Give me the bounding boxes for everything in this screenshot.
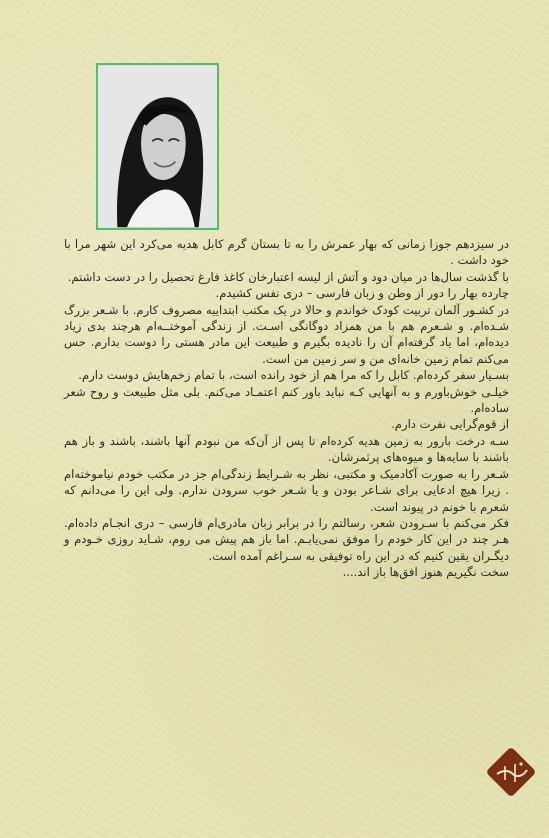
paragraph: سـه درخت بارور به زمین هدیه کرده‌ام تا پس از آن‌که من نبودم آنها باشند، باشند و باز هم باشند با سایه‌ها و میوه‌های پرثمرشان. [64,433,509,465]
paragraph: بسـیار سفر کرده‌ام. کابل را که مرا هم از خود رانده است، با تمام زخم‌هایش دوست دارم. [78,368,509,383]
paragraph: چارده بهار را دور از وطن و زبان فارسی – دری نفس کشیدم. [215,286,509,301]
author-photo [96,63,219,230]
paragraph: از قوم‌گرایی نفرت دارم. [391,417,509,432]
paragraph: شـعر را به صورت آکادمیک و مکتبی، نظر به شـرایط زندگی‌ام جز در مکتب خودم نیاموخته‌ام . زیرا هیچ ادعایی برای شـاعر بودن و یا شـعر خوب سرودن ندارم. ولی این را می‌دانم که شعرم با خونم در پیوند است. [64,466,509,514]
biography-text [64,236,509,581]
paragraph: فکر می‌کنم با سـرودن شعر، رسالتم را در برابر زبان مادری‌ام فارسی – دری انجـام داده‌ام. هـر چند در این کار خودم را موفق نمی‌یابـم. اما باز هم پیش می روم، شـاید روزی خـودم و دیگـران یقین کنیم که در این راه توفیقی به سـراغم آمده است. [64,515,509,563]
author-portrait-image [98,65,217,228]
paragraph: در کشـور آلمان تربیت کودک خواندم و حالا در یک مکتب ابتداییه مصروف کارم. با شـعر بزرگ شـده‌ام. و شـعرم هم با من همزاد دوگانگی اسـت. از زندگی آموختــه‌ام هرچند بدی زیاد دیده‌ام، اما یاد گرفته‌ام آن را نادیده بگیرم و طبیعت این مادر هستی را دوست بدارم. حس می‌کنم تمام زمین خانه‌ای من و سر زمین من است. [64,302,509,366]
paragraph: با گذشت سال‌ها در میان دود و آتش از لیسه اعتبارخان کاغذ فارغ تحصیل را در دست داشتم. [67,269,509,284]
paragraph: در سیزدهم جوزا زمانی که بهار عمرش را به تا بستان گرم کابل هدیه می‌کرد این شهر مرا با خود داشت . [64,237,509,268]
paragraph: سخت نگیریم هنوز افق‌ها باز اند.... [342,565,509,580]
paragraph: خیلـی خوش‌باورم و به آنهایی کـه نباید باور کنم اعتمـاد می‌کنم. بلی مثل طبیعت و روح شعر ساده‌ام. [64,384,509,416]
publisher-logo-icon [479,740,543,804]
